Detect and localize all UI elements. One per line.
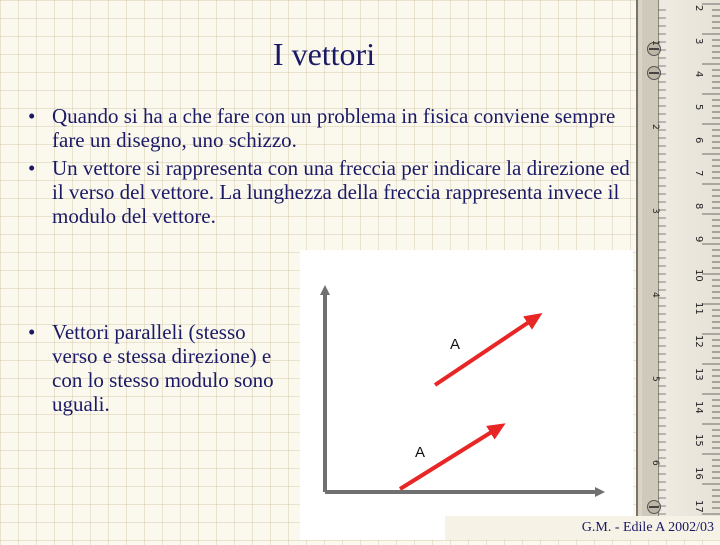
- footer-text: G.M. - Edile A 2002/03: [581, 520, 714, 535]
- ruler-ticks: [638, 0, 720, 540]
- ruler-number: 3: [693, 38, 704, 45]
- vector-label-top: A: [450, 336, 461, 353]
- ruler-number: 9: [693, 236, 704, 243]
- bullet-item: • Quando si ha a che fare con un problema in fisica conviene sempre fare un disegno, uno schizzo.: [28, 104, 638, 152]
- bullet-list-lower: [28, 320, 288, 420]
- ruler-number: 14: [693, 401, 704, 414]
- ruler-number: 3: [650, 208, 660, 214]
- bullet-item: • Un vettore si rappresenta con una freccia per indicare la direzione ed il verso del vettore. La lunghezza della freccia rappresenta invece il modulo del vettore.: [28, 156, 638, 228]
- ruler-number: 5: [693, 104, 704, 111]
- ruler-number: 4: [650, 292, 660, 298]
- bullet-list: [28, 104, 638, 232]
- ruler-number: 2: [693, 5, 704, 12]
- ruler-decoration: [636, 0, 720, 540]
- ruler-number: 6: [693, 137, 704, 144]
- ruler-number: 4: [693, 71, 704, 78]
- slide-title: I vettori: [272, 36, 376, 72]
- footer-bar: [445, 516, 720, 540]
- ruler-number: 13: [693, 368, 704, 381]
- ruler-number: 1: [650, 40, 660, 46]
- ruler-number: 10: [693, 269, 704, 282]
- ruler-number: 5: [650, 376, 660, 382]
- vector-label-bottom: A: [415, 444, 426, 461]
- ruler-number: 12: [693, 335, 704, 348]
- vector-figure: [300, 250, 633, 540]
- ruler-number: 15: [693, 434, 704, 447]
- ruler-number: 7: [693, 170, 704, 177]
- ruler-number: 16: [693, 467, 704, 480]
- ruler-number: 17: [693, 500, 704, 513]
- bullet-item: • Vettori paralleli (stesso verso e stessa direzione) e con lo stesso modulo sono uguali.: [28, 320, 288, 416]
- vector-diagram: [300, 250, 633, 540]
- ruler-number: 11: [693, 302, 704, 315]
- ruler-number: 2: [650, 124, 660, 130]
- ruler-number: 8: [693, 203, 704, 210]
- ruler-number: 6: [650, 460, 660, 466]
